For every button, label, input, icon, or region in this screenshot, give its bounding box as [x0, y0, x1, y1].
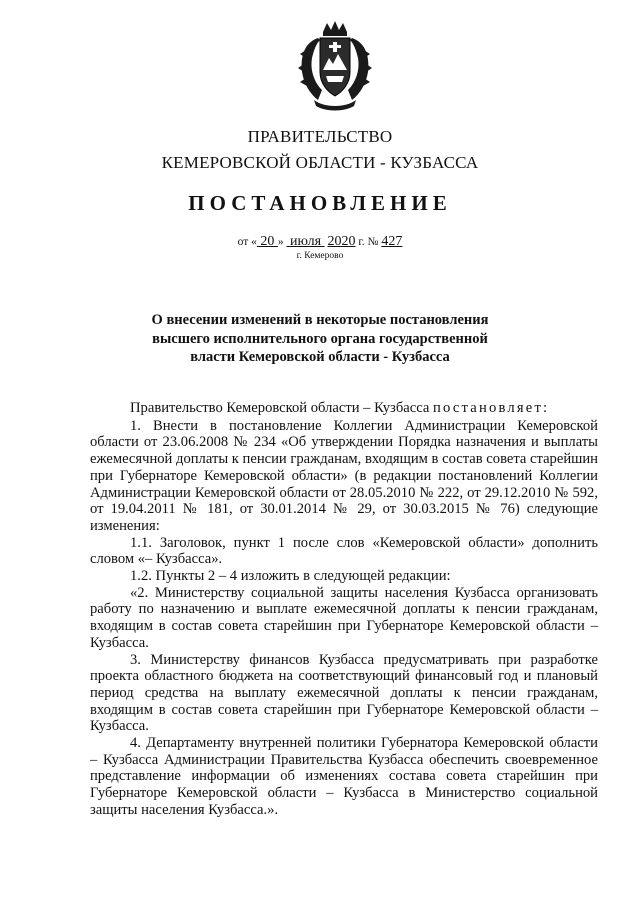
government-title-line2: КЕМЕРОВСКОЙ ОБЛАСТИ - КУЗБАССА [161, 153, 479, 172]
body-paragraph-1-2: 1.2. Пункты 2 – 4 изложить в следующей редакции: [130, 568, 451, 585]
document-body [90, 400, 598, 819]
document-subject [120, 311, 520, 367]
body-paragraph-1: 1. Внести в постановление Коллегии Администрации Кемеровской области от 23.06.2008 № 234 «Об утверждении Порядка назначения и выплаты ежемесячной доплаты к пенсии гражданам, входящим в состав совета старейшин при Губернаторе Кемеровской области» (в редакции постановлений Коллегии Администрации Кемеровской области от 28.05.2010 № 222, от 29.12.2010 № 592, от 19.04.2011 № 181, от 30.01.2014 № 29, от 30.03.2015 № 76) следующие изменения: [90, 417, 598, 534]
subject-line-2: высшего исполнительного органа государственной [152, 330, 488, 347]
lead-resolves: постановляет: [432, 400, 550, 416]
body-paragraph-3: 3. Министерству финансов Кузбасса предусматривать при разработке проекта областного бюджета на соответствующий финансовый год и плановый период средства на выплату ежемесячной доплаты к пенсии гражданам, входящим в состав совета старейшин при Губернаторе Кемеровской области – Кузбасса. [90, 651, 598, 735]
dateline-month: июля [290, 234, 322, 249]
document-dateline [0, 234, 640, 250]
body-paragraph-2: «2. Министерству социальной защиты населения Кузбасса организовать работу по назначению и выплате ежемесячной доплаты к пенсии гражданам, входящим в состав совета старейшин при Губернаторе Кемеровской области – Кузбасса. [90, 584, 598, 651]
body-paragraph-4: 4. Департаменту внутренней политики Губернатора Кемеровской области – Кузбасса Администрации Правительства Кузбасса обеспечить своевременное представление информации об изменениях состава совета старейшин при Губернаторе Кемеровской области – Кузбасса в Министерство социальной защиты населения Кузбасса.». [90, 735, 598, 818]
document-type-heading: ПОСТАНОВЛЕНИЕ [188, 191, 452, 215]
body-lead: Правительство Кемеровской области – Кузбасса постановляет: [130, 400, 550, 416]
government-title-line1: ПРАВИТЕЛЬСТВО [247, 127, 393, 146]
dateline-number: 427 [381, 234, 403, 249]
dateline-year: 2020 [327, 234, 356, 249]
coat-of-arms-icon [296, 20, 374, 112]
dateline-year-suffix: г. № [358, 236, 379, 248]
dateline-day: 20 [260, 234, 275, 249]
subject-line-3: власти Кемеровской области - Кузбасса [190, 349, 450, 365]
dateline-city: г. Кемерово [296, 251, 344, 261]
body-paragraph-1-1: 1.1. Заголовок, пункт 1 после слов «Кемеровской области» дополнить словом «– Кузбасса». [90, 534, 598, 568]
subject-line-1: О внесении изменений в некоторые постановления [151, 312, 489, 328]
dateline-from-prefix: от « [237, 236, 257, 248]
dateline-sep: » [277, 236, 284, 248]
